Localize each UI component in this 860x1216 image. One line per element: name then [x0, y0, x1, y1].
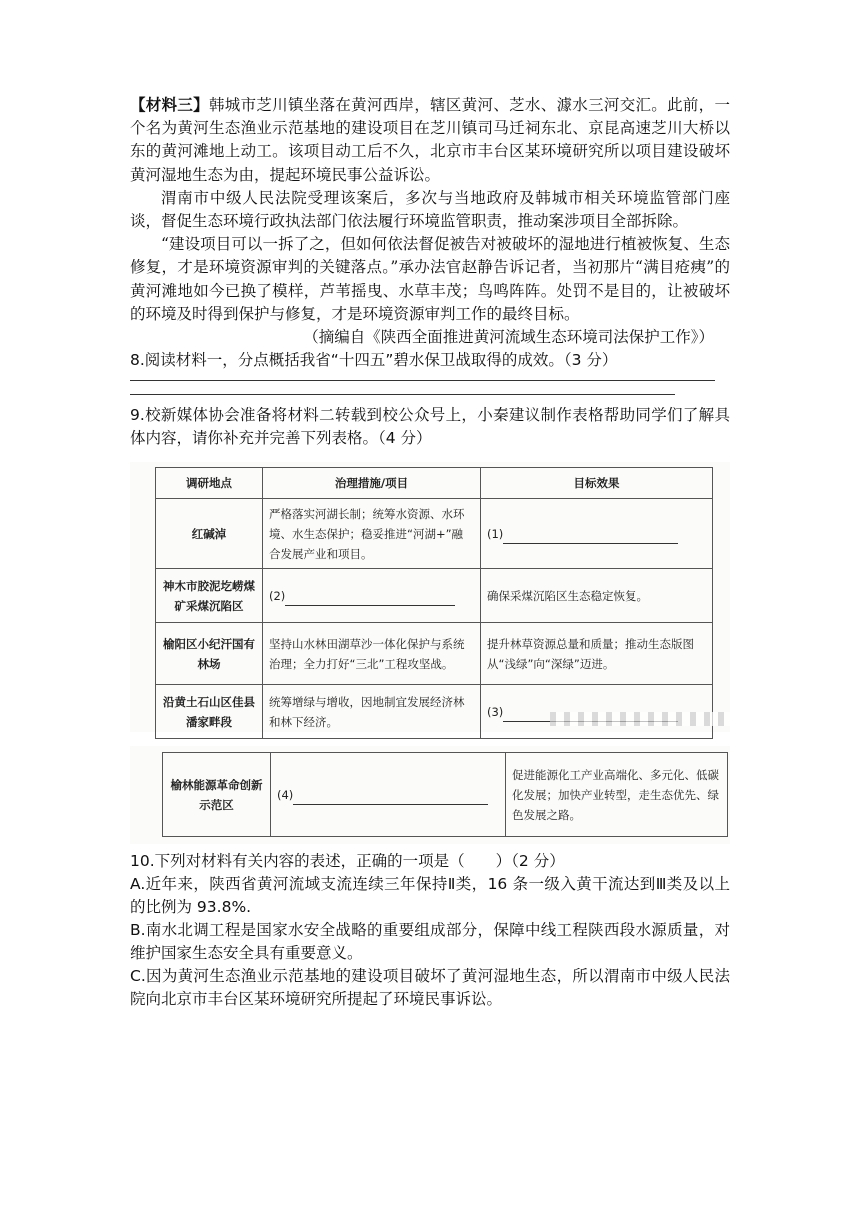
scan-artifact	[550, 712, 730, 726]
cell-location: 红碱淖	[156, 499, 263, 569]
fill-blank-1[interactable]	[503, 531, 678, 544]
material3-para1	[130, 93, 730, 187]
material3-label: 【材料三】	[130, 95, 209, 114]
cell-location: 神木市胶泥圪崂煤矿采煤沉陷区	[156, 569, 263, 623]
material3-para1-text: 韩城市芝川镇坐落在黄河西岸，辖区黄河、芝水、澽水三河交汇。此前，一个名为黄河生态渔业示范基地的建设项目在芝川镇司马迁祠东北、京昆高速芝川大桥以东的黄河滩地上动工。该项目动工后不久，北京市丰台区某环境研究所以项目建设破坏黄河湿地生态为由，提起环境民事公益诉讼。	[130, 96, 730, 184]
document-page	[130, 93, 730, 1011]
fill-blank-4[interactable]	[293, 792, 488, 805]
table-image-2	[130, 746, 730, 844]
cell-location: 榆林能源革命创新示范区	[163, 753, 271, 837]
blank-label-2: (2)	[269, 588, 286, 603]
header-location: 调研地点	[156, 468, 263, 499]
research-table	[155, 467, 713, 739]
cell-measures: 统筹增绿与增收，因地制宜发展经济林和林下经济。	[263, 685, 481, 739]
option-c: C.因为黄河生态渔业示范基地的建设项目破坏了黄河湿地生态，所以渭南市中级人民法院向北京市丰台区某环境研究所提起了环境民事诉讼。	[130, 967, 730, 1009]
cell-target: 确保采煤沉陷区生态稳定恢复。	[481, 569, 713, 623]
table-row	[163, 753, 728, 837]
fill-blank-2[interactable]	[285, 593, 455, 606]
cell-measures	[263, 569, 481, 623]
blank-label-3: (3)	[487, 704, 504, 719]
cell-measures: 坚持山水林田湖草沙一体化保护与系统治理；全力打好“三北”工程攻坚战。	[263, 623, 481, 685]
cell-target	[481, 499, 713, 569]
material3-source: （摘编自《陕西全面推进黄河流域生态环境司法保护工作》）	[303, 328, 714, 347]
research-table-continued	[162, 752, 728, 837]
cell-target: 提升林草资源总量和质量；推动生态版图从“浅绿”向“深绿”迈进。	[481, 623, 713, 685]
cell-location: 榆阳区小纪汗国有林场	[156, 623, 263, 685]
option-b: B.南水北调工程是国家水安全战略的重要组成部分，保障中线工程陕西段水源质量，对维护国家生态安全具有重要意义。	[130, 921, 730, 963]
header-measures: 治理措施/项目	[263, 468, 481, 499]
question-10-block	[130, 850, 730, 1011]
cell-measures	[271, 753, 506, 837]
question-8: 8.阅读材料一，分点概括我省“十四五”碧水保卫战取得的成效。（3 分）	[130, 351, 618, 370]
option-a: A.近年来，陕西省黄河流域支流连续三年保持Ⅱ类，16 条一级入黄干流达到Ⅲ类及以上的比例为 93.8%.	[130, 875, 730, 917]
cell-measures: 严格落实河湖长制；统筹水资源、水环境、水生态保护；稳妥推进“河湖+”融合发展产业和项目。	[263, 499, 481, 569]
material3-para2: 渭南市中级人民法院受理该案后，多次与当地政府及韩城市相关环境监管部门座谈，督促生态环境行政执法部门依法履行环境监管职责，推动案涉项目全部拆除。	[130, 188, 730, 231]
question-9: 9.校新媒体协会准备将材料二转载到校公众号上，小秦建议制作表格帮助同学们了解具体内容，请你补充并完善下列表格。（4 分）	[130, 406, 730, 448]
header-target: 目标效果	[481, 468, 713, 499]
material3-para3: “建设项目可以一拆了之，但如何依法督促被告对被破坏的湿地进行植被恢复、生态修复，才是环境资源审判的关键落点。”承办法官赵静告诉记者，当初那片“满目疮痍”的黄河滩地如今已换了模样，芦苇摇曳、水草丰茂；鸟鸣阵阵。处罚不是目的，让被破坏的环境及时得到保护与修复，才是环境资源审判工作的最终目标。	[130, 235, 730, 323]
blank-label-4: (4)	[277, 787, 294, 802]
cell-target: 促进能源化工产业高端化、多元化、低碳化发展；加快产业转型，走生态优先、绿色发展之路。	[506, 753, 728, 837]
cell-location: 沿黄土石山区佳县潘家畔段	[156, 685, 263, 739]
answer-line-2	[130, 394, 675, 395]
answer-line-1	[130, 380, 715, 381]
table-row	[156, 569, 713, 623]
question-10-stem: 10.下列对材料有关内容的表述，正确的一项是（ ）（2 分）	[130, 852, 565, 871]
table-row	[156, 623, 713, 685]
table-header-row	[156, 468, 713, 499]
table-row	[156, 499, 713, 569]
table-image-1	[130, 462, 730, 732]
blank-label-1: (1)	[487, 526, 504, 541]
